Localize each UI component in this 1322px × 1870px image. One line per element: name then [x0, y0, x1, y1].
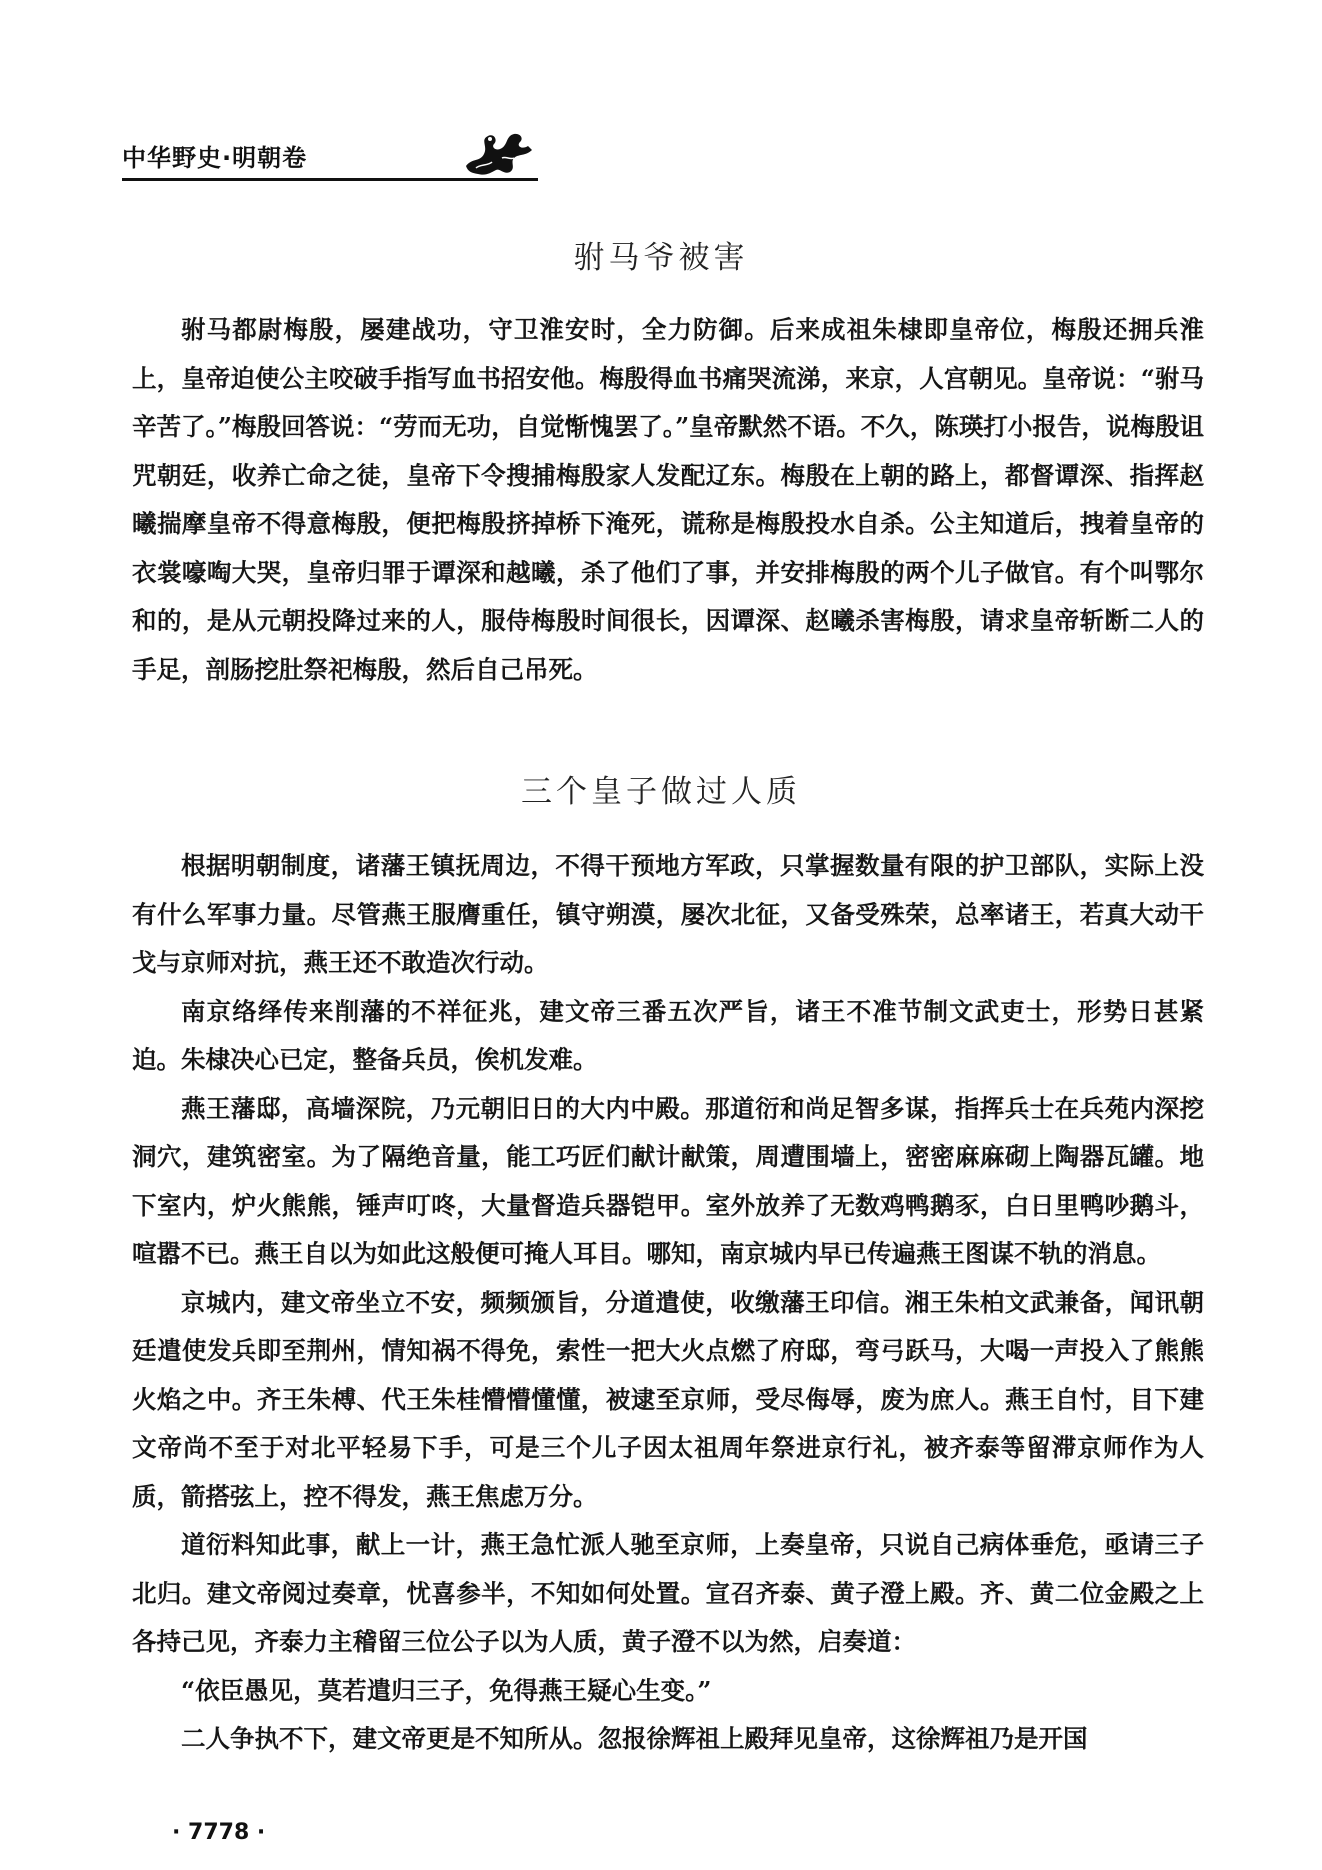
header-rule: [122, 178, 538, 181]
paragraph: 南京络绎传来削藩的不祥征兆，建文帝三番五次严旨，诸王不准节制文武吏士，形势日甚紧迫。朱棣决心已定，整备兵员，俟机发难。: [132, 996, 1204, 1074]
paragraph: 道衍料知此事，献上一计，燕王急忙派人驰至京师，上奏皇帝，只说自己病体垂危，亟请三子北归。建文帝阅过奏章，忧喜参半，不知如何处置。宣召齐泰、黄子澄上殿。齐、黄二位金殿之上各持己见，齐泰力主稽留三位公子以为人质，黄子澄不以为然，启奏道：: [132, 1530, 1204, 1656]
series-title: 中华野史·明朝卷: [122, 144, 308, 172]
section-2-body: [132, 842, 1204, 1764]
paragraph: 驸马都尉梅殷，屡建战功，守卫淮安时，全力防御。后来成祖朱棣即皇帝位，梅殷还拥兵淮上，皇帝迫使公主咬破手指写血书招安他。梅殷得血书痛哭流涕，来京，人宫朝见。皇帝说：“驸马辛苦了。”梅殷回答说：“劳而无功，自觉惭愧罢了。”皇帝默然不语。不久，陈瑛打小报告，说梅殷诅咒朝廷，收养亡命之徒，皇帝下令搜捕梅殷家人发配辽东。梅殷在上朝的路上，都督谭深、指挥赵曦揣摩皇帝不得意梅殷，便把梅殷挤掉桥下淹死，谎称是梅殷投水自杀。公主知道后，拽着皇帝的衣裳嚎啕大哭，皇帝归罪于谭深和越曦，杀了他们了事，并安排梅殷的两个儿子做官。有个叫鄂尔和的，是从元朝投降过来的人，服侍梅殷时间很长，因谭深、赵曦杀害梅殷，请求皇帝斩断二人的手足，剖肠挖肚祭祀梅殷，然后自己吊死。: [132, 315, 1204, 684]
paragraph: 二人争执不下，建文帝更是不知所从。忽报徐辉祖上殿拜见皇帝，这徐辉祖乃是开国: [181, 1724, 1088, 1753]
page-number: · 7778 ·: [172, 1820, 266, 1845]
section-title-1: 驸马爷被害: [573, 240, 749, 276]
dragon-icon: [458, 128, 538, 178]
section-title-2: 三个皇子做过人质: [521, 774, 801, 810]
section-1-body: [132, 306, 1204, 694]
paragraph: 根据明朝制度，诸藩王镇抚周边，不得干预地方军政，只掌握数量有限的护卫部队，实际上没有什么军事力量。尽管燕王服膺重任，镇守朔漠，屡次北征，又备受殊荣，总率诸王，若真大动干戈与京师对抗，燕王还不敢造次行动。: [132, 851, 1204, 977]
running-header: [122, 128, 542, 180]
paragraph: 京城内，建文帝坐立不安，频频颁旨，分道遣使，收缴藩王印信。湘王朱柏文武兼备，闻讯朝廷遣使发兵即至荆州，情知祸不得免，索性一把大火点燃了府邸，弯弓跃马，大喝一声投入了熊熊火焰之中。齐王朱榑、代王朱桂懵懵懂懂，被逮至京师，受尽侮辱，废为庶人。燕王自忖，目下建文帝尚不至于对北平轻易下手，可是三个儿子因太祖周年祭进京行礼，被齐泰等留滞京师作为人质，箭搭弦上，控不得发，燕王焦虑万分。: [132, 1287, 1204, 1511]
paragraph: 燕王藩邸，高墙深院，乃元朝旧日的大内中殿。那道衍和尚足智多谋，指挥兵士在兵苑内深挖洞穴，建筑密室。为了隔绝音量，能工巧匠们献计献策，周遭围墙上，密密麻麻砌上陶器瓦罐。地下室内，炉火熊熊，锤声叮咚，大量督造兵器铠甲。室外放养了无数鸡鸭鹅豕，白日里鸭吵鹅斗，喧嚣不已。燕王自以为如此这般便可掩人耳目。哪知，南京城内早已传遍燕王图谋不轨的消息。: [132, 1093, 1204, 1268]
quote-paragraph: “依臣愚见，莫若遣归三子，免得燕王疑心生变。”: [181, 1675, 712, 1705]
